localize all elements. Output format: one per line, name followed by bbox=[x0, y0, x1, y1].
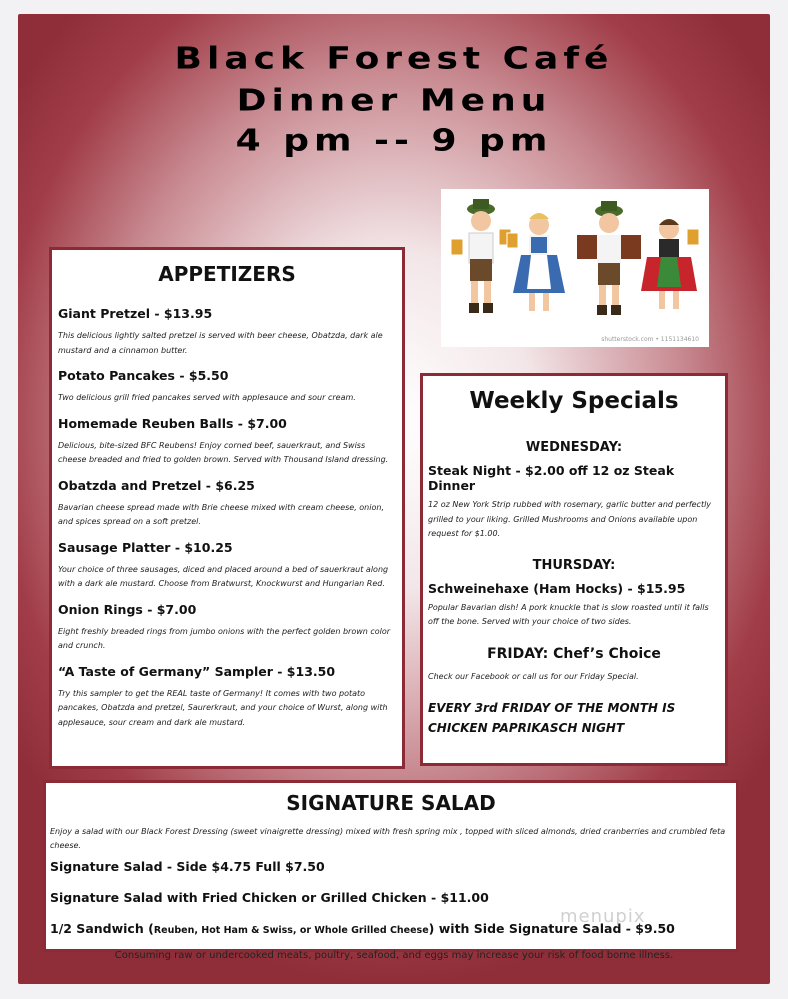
appetizer-item bbox=[58, 540, 396, 592]
wednesday-special-name: Steak Night - $2.00 off 12 oz Steak Dinner bbox=[428, 463, 675, 493]
friday-special-description: Check our Facebook or call us for our Friday Special. bbox=[428, 671, 639, 681]
appetizer-name: Homemade Reuben Balls - $7.00 bbox=[58, 415, 287, 431]
salad-chicken-price-line: Signature Salad with Fried Chicken or Grilled Chicken - $11.00 bbox=[50, 890, 489, 905]
appetizers-panel bbox=[49, 247, 405, 769]
appetizer-name: Giant Pretzel - $13.95 bbox=[58, 306, 213, 321]
appetizer-item bbox=[58, 602, 396, 654]
appetizer-name: Obatzda and Pretzel - $6.25 bbox=[58, 477, 255, 493]
specials-title: Weekly Specials bbox=[469, 388, 679, 414]
weekly-specials-panel bbox=[420, 373, 728, 766]
appetizer-name: Onion Rings - $7.00 bbox=[58, 601, 197, 617]
appetizer-item bbox=[58, 306, 396, 358]
appetizer-name: “A Taste of Germany” Sampler - $13.50 bbox=[58, 663, 336, 679]
food-safety-disclaimer: Consuming raw or undercooked meats, poultry, seafood, and eggs may increase your risk of food borne illness. bbox=[114, 950, 674, 961]
chicken-paprikasch-note: EVERY 3rd FRIDAY OF THE MONTH IS CHICKEN PAPRIKASCH NIGHT bbox=[428, 701, 676, 735]
menu-hours: 4 pm -- 9 pm bbox=[235, 123, 553, 158]
appetizer-item bbox=[58, 664, 396, 731]
appetizer-name: Potato Pancakes - $5.50 bbox=[58, 368, 229, 383]
salad-title: SIGNATURE SALAD bbox=[286, 791, 496, 815]
wednesday-special-description: 12 oz New York Strip rubbed with rosemary, garlic butter and perfectly grilled to your liking. Grilled Mushrooms and Onions available upon request for $1.00. bbox=[428, 500, 712, 538]
salad-price-line: Signature Salad - Side $4.75 Full $7.50 bbox=[50, 859, 325, 874]
appetizer-item bbox=[58, 416, 396, 468]
appetizer-description: Bavarian cheese spread made with Brie cheese mixed with cream cheese, onion, and spices spread on a soft pretzel. bbox=[58, 502, 384, 526]
thursday-special-name: Schweinehaxe (Ham Hocks) - $15.95 bbox=[428, 580, 686, 596]
appetizer-description: Delicious, bite-sized BFC Reubens! Enjoy corned beef, sauerkraut, and Swiss cheese breaded and fried to golden brown. Served with Thousand Island dressing. bbox=[58, 440, 389, 464]
appetizer-description: Try this sampler to get the REAL taste of Germany! It comes with two potato pancakes, Obatzda and pretzel, Saurerkraut, and your choice of Wurst, along with applesauce, sour cream and dark ale mustard. bbox=[58, 688, 388, 727]
menu-title: Dinner Menu bbox=[236, 83, 552, 118]
wednesday-heading: WEDNESDAY: bbox=[525, 440, 623, 455]
sandwich-combo-prefix: 1/2 Sandwich ( bbox=[50, 921, 154, 936]
menupix-watermark: menupix bbox=[560, 906, 646, 927]
image-credit: shutterstock.com • 1151134610 bbox=[601, 336, 699, 343]
salad-description: Enjoy a salad with our Black Forest Dressing (sweet vinaigrette dressing) mixed with fresh spring mix , topped with sliced almonds, dried cranberries and crumbled feta cheese. bbox=[50, 827, 726, 850]
sandwich-combo-suffix: ) with Side Signature Salad - $9.50 bbox=[428, 921, 675, 936]
appetizer-name: Sausage Platter - $10.25 bbox=[58, 539, 233, 555]
appetizer-description: Two delicious grill fried pancakes served with applesauce and sour cream. bbox=[58, 393, 356, 402]
thursday-heading: THURSDAY: bbox=[532, 557, 616, 573]
appetizer-description: Eight freshly breaded rings from jumbo onions with the perfect golden brown color and crunch. bbox=[58, 626, 391, 650]
friday-heading: FRIDAY: Chef’s Choice bbox=[487, 645, 661, 662]
thursday-special-description: Popular Bavarian dish! A pork knuckle that is slow roasted until it falls off the bone. Served with your choice of two sides. bbox=[428, 602, 709, 626]
appetizers-title: APPETIZERS bbox=[158, 262, 296, 286]
restaurant-name: Black Forest Café bbox=[174, 41, 614, 76]
appetizer-description: Your choice of three sausages, diced and placed around a bed of sauerkraut along with a dark ale mustard. Choose from Bratwurst, Knockwurst and Hungarian Red. bbox=[58, 564, 389, 588]
sandwich-options: Reuben, Hot Ham & Swiss, or Whole Grilled Cheese bbox=[153, 925, 429, 936]
oktoberfest-dancers-illustration bbox=[441, 189, 709, 347]
appetizer-description: This delicious lightly salted pretzel is served with beer cheese, Obatzda, dark ale mustard and a cinnamon butter. bbox=[58, 331, 383, 355]
appetizer-item bbox=[58, 478, 396, 530]
dancers-icon bbox=[441, 189, 709, 347]
appetizer-item bbox=[58, 368, 396, 406]
